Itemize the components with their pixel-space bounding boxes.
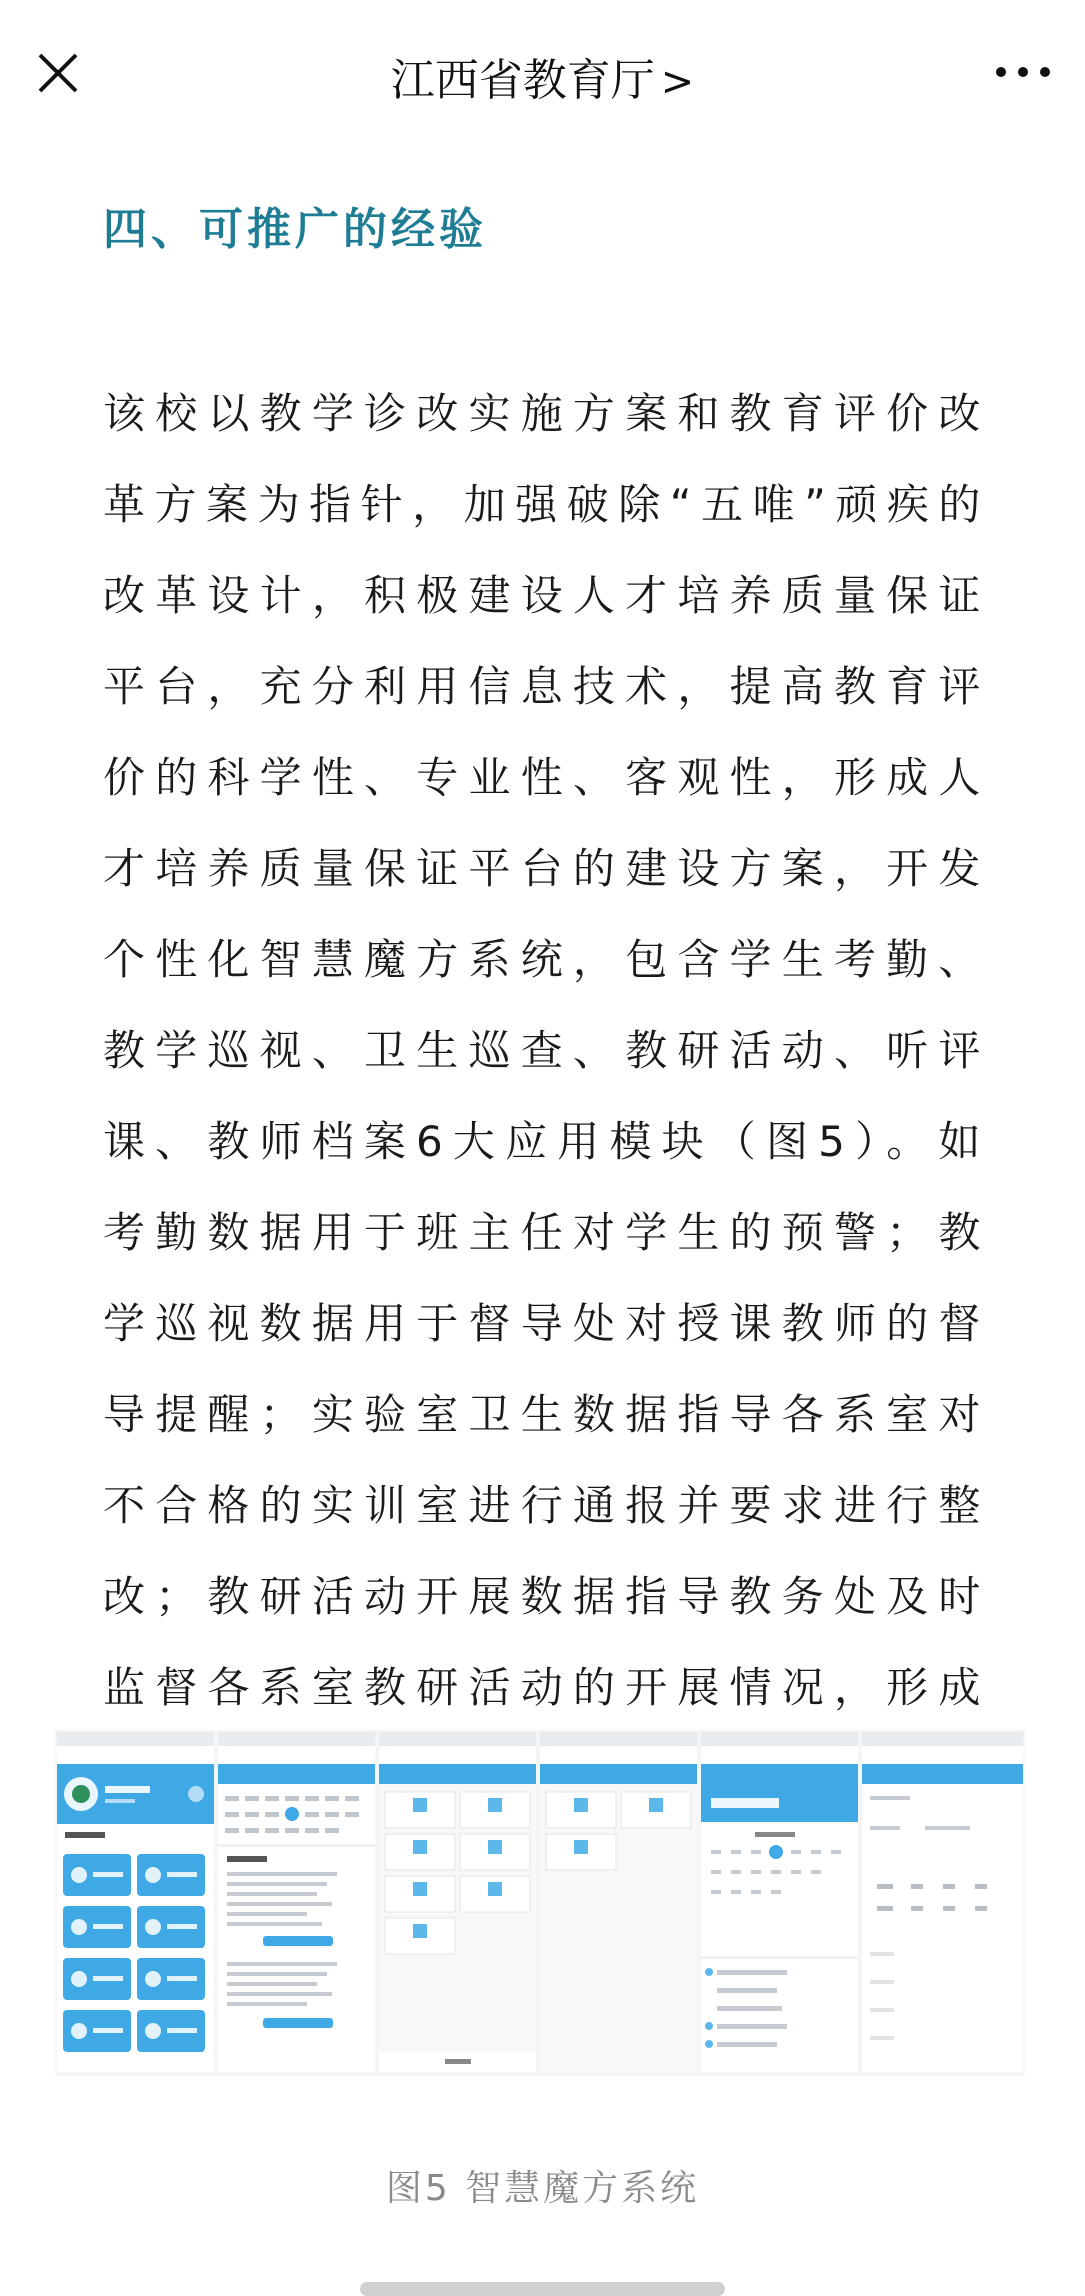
home-indicator [360,2282,725,2296]
account-title[interactable] [0,44,1085,108]
figure-app-screenshots [55,1730,1025,2076]
section-heading: 四、可推广的经验 [103,204,487,255]
article-body: 该校以教学诊改实施方案和教育评价改革方案为指针，加强破除“五唯”顽疾的改革设计，积极建设人才培养质量保证平台，充分利用信息技术，提高教育评价的科学性、专业性、客观性，形成人才培养质量保证平台的建设方案，开发个性化智慧魔方系统，包含学生考勤、教学巡视、卫生巡查、教研活动、听评课、教师档案6大应用模块（图5）。如考勤数据用于班主任对学生的预警；教学巡视数据用于督导处对授课教师的督导提醒；实验室卫生数据指导各系室对不合格的实训室进行通报并要求进行整改；教研活动开展数据指导教务处及时监督各系室教研活动的开展情况，形成 [103,389,988,1712]
screen-2-timetable [218,1732,375,2072]
chevron-right-icon: > [660,59,695,105]
screen-5-lesson-review [701,1732,858,2072]
top-bar [0,0,1085,150]
more-icon[interactable] [991,56,1055,88]
screen-6-teaching-research [862,1732,1023,2072]
screen-4-lab-inspection [540,1732,697,2072]
screen-3-patrol [379,1732,536,2072]
account-name[interactable]: 江西省教育厅 [390,55,655,106]
figure-caption: 图5 智慧魔方系统 [385,2168,700,2209]
screen-1-home [57,1732,214,2072]
